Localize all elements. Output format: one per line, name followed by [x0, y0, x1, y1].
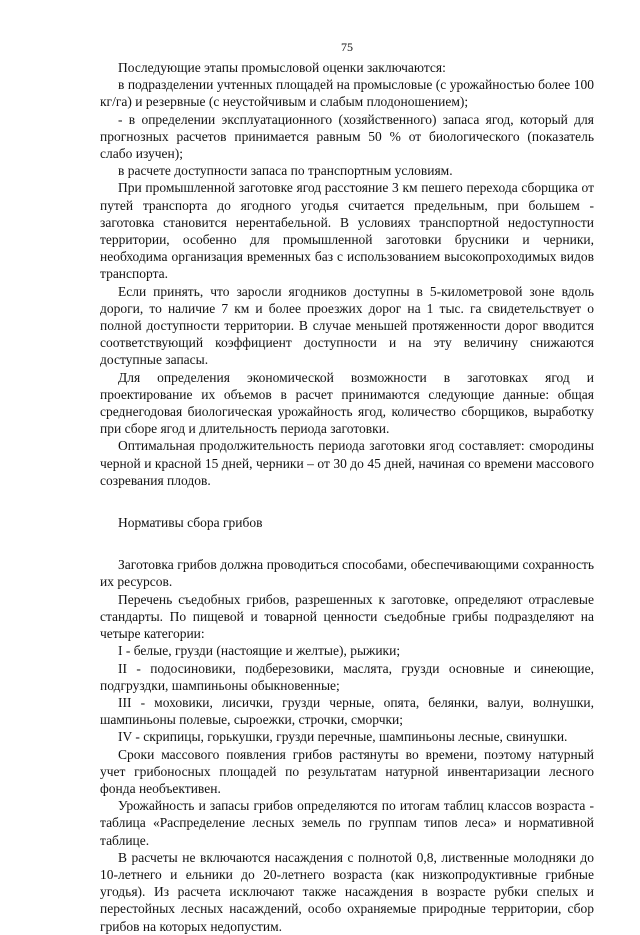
paragraph: Оптимальная продолжительность периода заготовки ягод составляет: смородины черной и красной 15 дней, черники – от 30 до 45 дней, начиная со времени массового созревания плодов.: [100, 438, 594, 488]
section-berry-assessment: [100, 59, 594, 489]
page-number: 75: [341, 40, 353, 54]
category-item: IV - скрипицы, горькушки, грузди перечные, шампиньоны лесные, свинушки.: [118, 729, 568, 745]
category-item: II - подосиновики, подберезовики, маслята, грузди основные и синеющие, подгруздки, шампиньоны обыкновенные;: [100, 660, 594, 693]
document-page: [100, 40, 594, 935]
paragraph: Последующие этапы промысловой оценки заключаются:: [118, 60, 446, 75]
category-item: III - моховики, лисички, грузди черные, опята, белянки, валуи, волнушки, шампиньоны полевые, сыроежки, строчки, сморчки;: [100, 694, 594, 728]
paragraph: Сроки массового появления грибов растянуты во времени, поэтому натурный учет грибоносных площадей по результатам натурной инвентаризации лесного фонда необъективен.: [100, 746, 594, 796]
paragraph: Заготовка грибов должна проводиться способами, обеспечивающими сохранность их ресурсов.: [100, 557, 594, 590]
paragraph: В расчеты не включаются насаждения с полнотой 0,8, лиственные молодняки до 10-летнего и ельники до 20-летнего возраста (как низкопродуктивные грибные угодья). Из расчета исключают также насаждения в возрасте рубки спелых и перестойных лесных насаждений, особо охраняемые природные территории, сбор грибов на которых недопустим.: [100, 849, 594, 934]
paragraph: Если принять, что заросли ягодников доступны в 5-километровой зоне вдоль дороги, то наличие 7 км и более проезжих дорог на 1 тыс. га свидетельствует о полной доступности территории. В случае меньшей протяженности дорог вводится соответствующий коэффициент доступности и на эту величину снижаются доступные запасы.: [100, 283, 594, 368]
category-item: I - белые, грузди (настоящие и желтые), рыжики;: [118, 643, 401, 659]
paragraph: При промышленной заготовке ягод расстояние 3 км пешего перехода сборщика от путей транспорта до ягодного угодья считается предельным, при большем - заготовка становится нерентабельной. В условиях транспортной недоступности территории, особенно для промышленной заготовки брусники и черники, необходима организация временных баз с использованием высокопроходимых видов транспорта.: [100, 180, 594, 282]
paragraph: Перечень съедобных грибов, разрешенных к заготовке, определяют отраслевые стандарты. По пищевой и товарной ценности съедобные грибы подразделяют на четыре категории:: [100, 591, 594, 642]
paragraph: - в определении эксплуатационного (хозяйственного) запаса ягод, который для прогнозных расчетов принимается равным 50 % от биологического (показатель слабо изучен);: [100, 111, 594, 162]
section-heading: Нормативы сбора грибов: [118, 515, 263, 531]
paragraph: в подразделении учтенных площадей на промысловые (с урожайностью более 100 кг/га) и резервные (с неустойчивым и слабым плодоношением);: [100, 77, 594, 110]
paragraph: Для определения экономической возможности в заготовках ягод и проектирование их объемов в расчет принимаются следующие данные: общая среднегодовая биологическая урожайность ягод, количество сборщиков, выработку при сборе ягод и длительность периода заготовки.: [100, 369, 594, 437]
section-mushroom-norms: [100, 556, 594, 934]
paragraph: Урожайность и запасы грибов определяются по итогам таблиц классов возраста - таблица «Распределение лесных земель по группам типов леса» и нормативной таблице.: [100, 798, 594, 848]
paragraph: в расчете доступности запаса по транспортным условиям.: [118, 163, 453, 179]
